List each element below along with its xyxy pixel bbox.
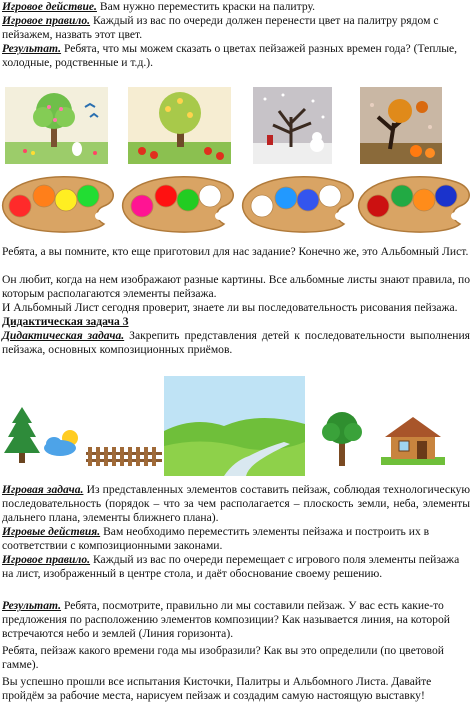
palette-3-color-3[interactable] [297, 189, 319, 211]
game-task-paragraph [2, 483, 470, 525]
result-label: Результат. [2, 42, 62, 55]
didactic-task-heading: Дидактическая задача 3 [2, 315, 129, 328]
palette-4-color-1[interactable] [367, 195, 389, 217]
palette-1-color-3[interactable] [55, 189, 77, 211]
palette-2-color-2[interactable] [155, 185, 177, 207]
game-actions-paragraph [2, 525, 470, 553]
album-sheet-paragraph-2: Он любит, когда на нем изображают разные картины. Все альбомные листы знают правила, по которым располагаются элементы пейзажа. [2, 273, 470, 300]
winter-landscape-image [253, 87, 332, 164]
game-task-text: Из представленных элементов составить пейзаж, соблюдая технологическую последовательность (порядок – что за чем располагается – плоскость земли, неба, элементы дальнего плана, элементы ближнего плана). [2, 483, 471, 524]
game-task-label: Игровая задача. [2, 483, 84, 496]
season-question-paragraph: Ребята, пейзаж какого времени года мы изобразили? Как вы это определили (по цветовой гамме). [2, 644, 444, 671]
palette-3-color-1[interactable] [251, 195, 273, 217]
palette-2-color-4[interactable] [199, 185, 221, 207]
cloud-sun-image[interactable] [42, 428, 84, 458]
deciduous-tree-image[interactable] [318, 408, 366, 468]
palette-2-color-1[interactable] [131, 195, 153, 217]
palette-3[interactable] [240, 172, 358, 236]
final-paragraph: Вы успешно прошли все испытания Кисточки, Палитры и Альбомного Листа. Давайте пройдём за рабочие места, нарисуем пейзаж и создадим самую настоящую выставку! [2, 675, 432, 702]
palette-1-color-1[interactable] [9, 195, 31, 217]
game-action-text: Вам нужно переместить краски на палитру. [96, 0, 315, 13]
palette-2[interactable] [120, 172, 238, 236]
game-rule-label: Игровое правило. [2, 14, 91, 27]
result-2-text: Ребята, посмотрите, правильно ли мы составили пейзаж. У вас есть какие-то предложения по расположению элементов композиции? Как называется линия, на которой встречаются небо и землей (Линия горизонта). [2, 599, 450, 640]
summer-landscape-image [128, 87, 231, 164]
game-actions-label: Игровые действия. [2, 525, 101, 538]
palette-4-color-3[interactable] [413, 189, 435, 211]
house-image[interactable] [381, 413, 445, 465]
palette-3-color-2[interactable] [275, 187, 297, 209]
autumn-landscape-image [360, 87, 442, 164]
result-2-label: Результат. [2, 599, 62, 612]
didactic-task-label: Дидактическая задача. [2, 329, 125, 342]
palette-4-color-2[interactable] [391, 185, 413, 207]
game-rule-2-label: Игровое правило. [2, 553, 91, 566]
result-2-paragraph [2, 599, 470, 641]
didactic-task-paragraph [2, 329, 470, 357]
result-paragraph [2, 42, 470, 70]
game-rule-2-paragraph [2, 553, 470, 581]
spring-landscape-image [5, 87, 108, 164]
didactic-task-text: Закрепить представления детей к последовательности выполнения пейзажа, основных композиционных приёмов. [2, 329, 470, 356]
album-sheet-paragraph-1: Ребята, а вы помните, кто еще приготовил для нас задание? Конечно же, это Альбомный Лист. [2, 245, 469, 258]
palette-1[interactable] [0, 172, 118, 236]
palette-1-color-2[interactable] [33, 185, 55, 207]
palette-1-color-4[interactable] [77, 185, 99, 207]
game-rule-paragraph [2, 14, 470, 42]
game-action-label: Игровое действие. [2, 0, 97, 13]
fir-tree-image[interactable] [2, 405, 42, 465]
game-action-paragraph [2, 0, 470, 14]
palette-3-color-4[interactable] [319, 185, 341, 207]
palette-4-color-4[interactable] [435, 185, 457, 207]
fence-image[interactable] [86, 446, 162, 466]
game-rule-2-text: Каждый из вас по очереди перемещает с игрового поля элементы пейзажа на лист, изображенный в центре стола, и даёт обоснование своему решению. [2, 553, 460, 580]
palette-4[interactable] [356, 172, 474, 236]
palette-2-color-3[interactable] [177, 189, 199, 211]
game-rule-text: Каждый из вас по очереди должен перенести цвет на палитру рядом с пейзажем, назвать этот цвет. [2, 14, 439, 41]
album-sheet-paragraph-3: И Альбомный Лист сегодня проверит, знаете ли вы последовательность рисования пейзажа. [2, 301, 458, 314]
result-text: Ребята, что мы можем сказать о цветах пейзажей разных времен года? (Теплые, холодные, родственные и т.д.). [2, 42, 458, 69]
game-actions-text: Вам необходимо переместить элементы пейзажа и построить их в соответствии с композиционными законами. [2, 525, 430, 552]
landscape-background-image[interactable] [164, 376, 305, 476]
